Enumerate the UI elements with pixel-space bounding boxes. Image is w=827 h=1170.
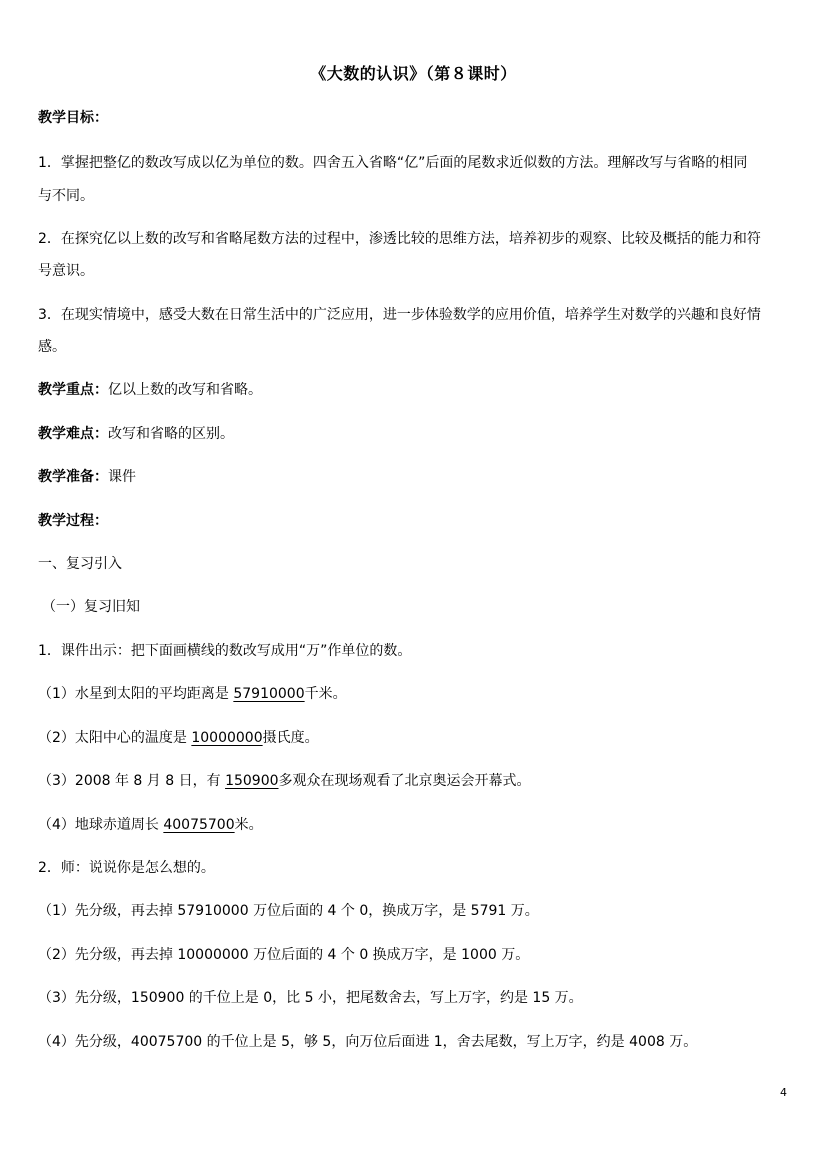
objective-3-line-1: 3．在现实情境中，感受大数在日常生活中的广泛应用，进一步体验数学的应用价值，培养学生对数学的兴趣和良好情	[38, 307, 761, 323]
process-heading: 教学过程：	[38, 513, 108, 529]
item-2-prefix: （2）太阳中心的温度是	[38, 730, 192, 746]
item-3-prefix: （3）2008 年 8 月 8 日，有	[38, 773, 226, 789]
objective-3-line-2: 感。	[38, 339, 66, 355]
difficulty-text: 改写和省略的区别。	[108, 426, 234, 442]
item-3-suffix: 多观众在现场观看了北京奥运会开幕式。	[278, 773, 531, 789]
item-1-number: 57910000	[233, 686, 305, 702]
preparation-text: 课件	[108, 469, 136, 485]
answer-3: （3）先分级，150900 的千位上是 0，比 5 小，把尾数舍去，写上万字，约是 15 万。	[38, 990, 583, 1006]
preparation	[38, 466, 798, 488]
item-4-number: 40075700	[163, 817, 235, 833]
item-4	[38, 814, 798, 836]
item-1-suffix: 千米。	[304, 686, 347, 702]
item-1	[38, 683, 798, 705]
objectives-heading: 教学目标：	[38, 110, 108, 126]
item-4-prefix: （4）地球赤道周长	[38, 817, 164, 833]
document-title: 《大数的认识》（第８课时）	[310, 64, 517, 83]
item-2-number: 10000000	[191, 730, 263, 746]
answer-1: （1）先分级，再去掉 57910000 万位后面的 4 个 0，换成万字，是 5791 万。	[38, 903, 539, 919]
item-2	[38, 727, 798, 749]
preparation-label: 教学准备：	[38, 469, 108, 485]
answer-2: （2）先分级，再去掉 10000000 万位后面的 4 个 0 换成万字，是 1000 万。	[38, 947, 530, 963]
objective-2-line-1: 2．在探究亿以上数的改写和省略尾数方法的过程中，渗透比较的思维方法，培养初步的观察、比较及概括的能力和符	[38, 231, 761, 247]
item-3-number: 150900	[225, 773, 279, 789]
subsection-review-old: （一）复习旧知	[42, 599, 140, 615]
key-point-label: 教学重点：	[38, 382, 108, 398]
key-point-text: 亿以上数的改写和省略。	[108, 382, 262, 398]
key-point	[38, 379, 798, 401]
objective-1-line-2: 与不同。	[38, 188, 94, 204]
section-review-intro: 一、复习引入	[38, 556, 122, 572]
objective-1-line-1: 1．掌握把整亿的数改写成以亿为单位的数。四舍五入省略“亿”后面的尾数求近似数的方法。理解改写与省略的相同	[38, 155, 748, 171]
item-2-suffix: 摄氏度。	[262, 730, 319, 746]
task-1: 1．课件出示：把下面画横线的数改写成用“万”作单位的数。	[38, 643, 412, 659]
difficulty-label: 教学难点：	[38, 426, 108, 442]
difficulty	[38, 423, 798, 445]
item-1-prefix: （1）水星到太阳的平均距离是	[38, 686, 234, 702]
item-4-suffix: 米。	[234, 817, 263, 833]
page-number: 4	[780, 1086, 787, 1099]
item-3	[38, 770, 798, 792]
answer-4: （4）先分级，40075700 的千位上是 5，够 5，向万位后面进 1，舍去尾数，写上万字，约是 4008 万。	[38, 1034, 698, 1050]
task-2: 2．师：说说你是怎么想的。	[38, 860, 215, 876]
objective-2-line-2: 号意识。	[38, 263, 94, 279]
